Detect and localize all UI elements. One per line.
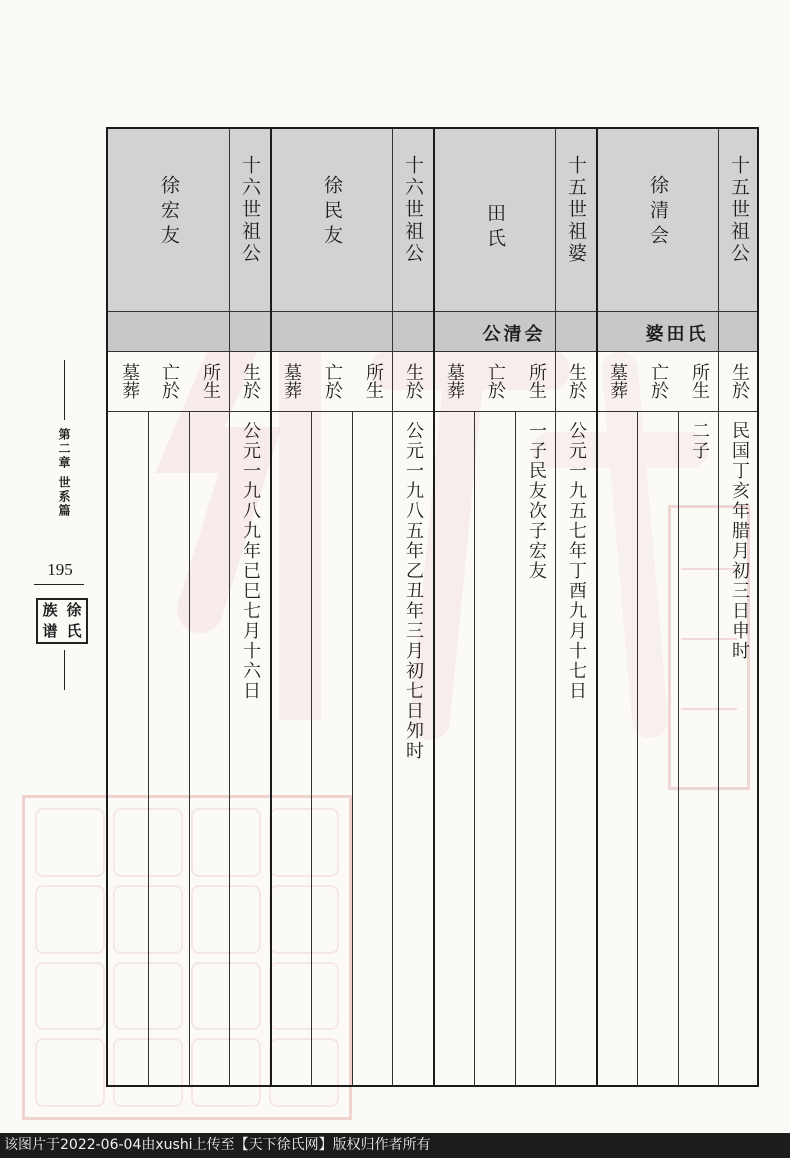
field-label-children: 所生 xyxy=(363,363,384,399)
side-margin xyxy=(28,360,98,690)
sub-divider xyxy=(352,411,353,1085)
generation-title: 十六世祖公 xyxy=(402,155,424,265)
generation-title: 十五世祖婆 xyxy=(565,155,587,265)
field-value-born: 公元一九八九年已巳七月十六日 xyxy=(240,421,261,701)
sub-divider xyxy=(637,411,638,1085)
spouse-note: 公清会 xyxy=(482,324,546,345)
side-rule-bottom xyxy=(64,650,65,690)
sub-divider xyxy=(189,411,190,1085)
field-label-children: 所生 xyxy=(689,363,710,399)
logo-char: 族 xyxy=(42,601,58,619)
field-value-born: 民国丁亥年腊月初三日申时 xyxy=(729,421,750,661)
side-rule-top xyxy=(64,360,65,420)
ancestor-name: 徐宏友 xyxy=(158,175,180,250)
field-label-born: 生於 xyxy=(729,363,750,399)
page-number: 195 xyxy=(47,560,73,579)
field-value-born: 公元一九八五年乙丑年三月初七日夘时 xyxy=(403,421,424,761)
logo-char: 徐 xyxy=(66,601,82,619)
field-label-born: 生於 xyxy=(566,363,587,399)
field-label-burial: 墓葬 xyxy=(444,363,465,399)
col-divider xyxy=(433,129,435,1085)
upload-footer: 该图片于2022-06-04由xushi上传至【天下徐氏网】版权归作者所有 xyxy=(0,1133,790,1158)
sub-divider xyxy=(148,411,149,1085)
field-label-burial: 墓葬 xyxy=(119,363,140,399)
field-label-burial: 墓葬 xyxy=(607,363,628,399)
field-label-died: 亡於 xyxy=(485,363,506,399)
field-label-died: 亡於 xyxy=(648,363,669,399)
logo-char: 氏 xyxy=(66,622,82,640)
sub-divider xyxy=(474,411,475,1085)
spouse-note: 婆田氏 xyxy=(645,324,709,345)
col-divider xyxy=(270,129,272,1085)
book-logo xyxy=(36,598,88,644)
sub-divider xyxy=(311,411,312,1085)
generation-title: 十五世祖公 xyxy=(728,155,750,265)
page-number-underline xyxy=(34,584,84,585)
field-value-children: 二子 xyxy=(689,421,710,461)
chapter-label: 第二章 世系篇 xyxy=(57,428,71,519)
field-label-burial: 墓葬 xyxy=(281,363,302,399)
field-label-born: 生於 xyxy=(240,363,261,399)
logo-char: 谱 xyxy=(42,622,58,640)
field-value-born: 公元一九五七年丁酉九月十七日 xyxy=(566,421,587,701)
sub-divider xyxy=(678,411,679,1085)
col-divider xyxy=(596,129,598,1085)
field-label-died: 亡於 xyxy=(159,363,180,399)
genealogy-table xyxy=(106,127,759,1087)
ancestor-name: 田氏 xyxy=(484,203,506,253)
ancestor-name: 徐清会 xyxy=(647,175,669,250)
generation-title: 十六世祖公 xyxy=(239,155,261,265)
field-label-born: 生於 xyxy=(403,363,424,399)
field-label-died: 亡於 xyxy=(322,363,343,399)
field-value-children: 一子民友次子宏友 xyxy=(526,421,547,581)
field-label-children: 所生 xyxy=(526,363,547,399)
field-label-children: 所生 xyxy=(200,363,221,399)
ancestor-name: 徐民友 xyxy=(321,175,343,250)
